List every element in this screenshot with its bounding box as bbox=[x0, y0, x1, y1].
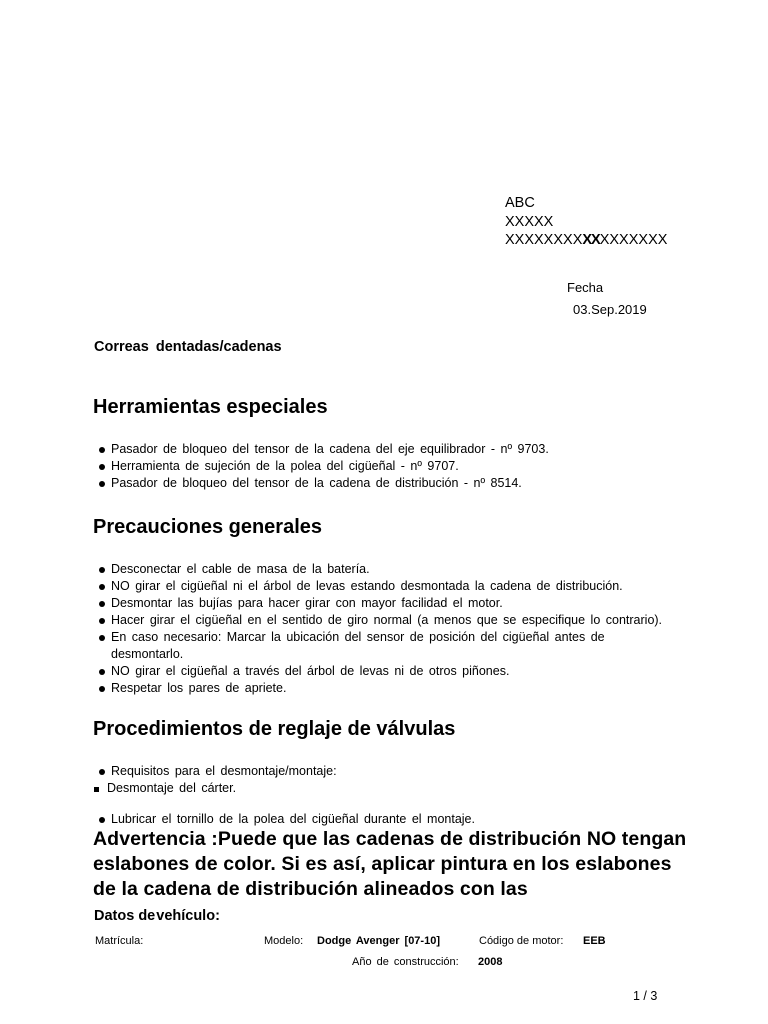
vehicle-data-title-part2: vehículo: bbox=[156, 908, 220, 924]
list-item: Desconectar el cable de masa de la batería. bbox=[97, 561, 697, 578]
list-item: Pasador de bloqueo del tensor de la cadena de distribución - nº 8514. bbox=[97, 475, 697, 492]
address-line-2: XXXXX bbox=[505, 213, 554, 230]
list-item: En caso necesario: Marcar la ubicación del sensor de posición del cigüeñal antes de desmontarlo. bbox=[97, 629, 651, 663]
section-title-procedimientos: Procedimientos de reglaje de válvulas bbox=[93, 718, 456, 740]
list-item: Desmontaje del cárter. bbox=[93, 780, 697, 797]
codigo-motor-value: EEB bbox=[583, 935, 606, 947]
list-item: Requisitos para el desmontaje/montaje: bbox=[97, 763, 697, 780]
matricula-label: Matrícula: bbox=[95, 935, 144, 947]
modelo-label: Modelo: bbox=[264, 935, 304, 947]
procedimientos-list bbox=[97, 763, 697, 828]
address-line-3 bbox=[505, 231, 667, 250]
category-title: Correas dentadas/cadenas bbox=[94, 339, 282, 355]
list-item: Hacer girar el cigüeñal en el sentido de giro normal (a menos que se especifique lo contrario). bbox=[97, 612, 697, 629]
modelo-value: Dodge Avenger [07-10] bbox=[317, 935, 440, 947]
date-value: 03.Sep.2019 bbox=[573, 302, 647, 317]
address-line-3-part2: XX bbox=[582, 232, 600, 248]
address-block bbox=[505, 194, 667, 250]
list-item: NO girar el cigüeñal a través del árbol de levas ni de otros piñones. bbox=[97, 663, 697, 680]
list-item: Respetar los pares de apriete. bbox=[97, 680, 697, 697]
vehicle-data-title bbox=[94, 908, 220, 924]
anio-construccion-label: Año de construcción: bbox=[352, 956, 459, 968]
warning-text: Advertencia :Puede que las cadenas de distribución NO tengan eslabones de color. Si es así, aplicar pintura en los eslabones de la cadena de distribución alineados con las bbox=[93, 828, 687, 900]
list-item: NO girar el cigüeñal ni el árbol de levas estando desmontada la cadena de distribución. bbox=[97, 578, 697, 595]
codigo-motor-label: Código de motor: bbox=[479, 935, 564, 947]
address-line-1: ABC bbox=[505, 195, 535, 211]
date-label: Fecha bbox=[567, 280, 604, 295]
vehicle-data-title-part1: Datos de bbox=[94, 908, 156, 924]
anio-construccion-value: 2008 bbox=[478, 956, 503, 968]
precauciones-list bbox=[97, 561, 697, 697]
list-item: Herramienta de sujeción de la polea del cigüeñal - nº 9707. bbox=[97, 458, 697, 475]
address-line-3-part1: XXXXXXXX bbox=[505, 232, 583, 248]
section-title-herramientas: Herramientas especiales bbox=[93, 396, 328, 418]
list-item: Pasador de bloqueo del tensor de la cadena del eje equilibrador - nº 9703. bbox=[97, 441, 697, 458]
page-number: 1 / 3 bbox=[633, 989, 658, 1003]
list-item: Desmontar las bujías para hacer girar con mayor facilidad el motor. bbox=[97, 595, 697, 612]
section-title-precauciones: Precauciones generales bbox=[93, 516, 323, 538]
herramientas-list bbox=[97, 441, 697, 492]
list-item: Lubricar el tornillo de la polea del cigüeñal durante el montaje. bbox=[97, 811, 697, 828]
address-line-3-part3: XXXXXXX bbox=[599, 232, 668, 248]
